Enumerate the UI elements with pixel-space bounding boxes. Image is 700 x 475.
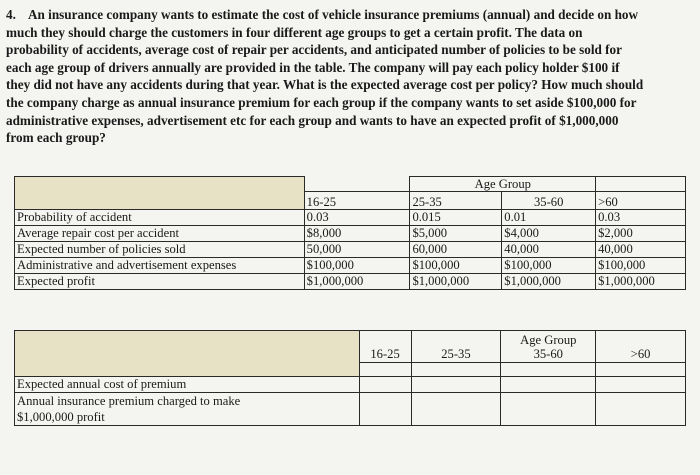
answer-table [14, 330, 686, 426]
input-data-table [14, 176, 686, 290]
question-text [6, 6, 646, 147]
table1-age-over-60: >60 [596, 192, 686, 210]
table2-age-35-60: 35-60 [501, 347, 596, 363]
table2-age-25-35: 25-35 [411, 347, 501, 363]
row-label: Average repair cost per accident [15, 226, 305, 242]
answer-cell[interactable] [359, 363, 411, 377]
question-number: 4. [6, 7, 16, 22]
answer-cell[interactable] [359, 393, 411, 426]
table-cell: 60,000 [410, 242, 502, 258]
row-label: Expected profit [15, 274, 305, 290]
table1-age-25-35: 25-35 [410, 192, 502, 210]
table2-age-16-25: 16-25 [359, 347, 411, 363]
table1-corner [15, 177, 305, 210]
row-label-line2: $1,000,000 profit [17, 410, 105, 424]
answer-cell[interactable] [501, 363, 596, 377]
table-cell: 40,000 [502, 242, 596, 258]
table2-group-header: Age Group [501, 331, 596, 347]
table-cell: $2,000 [596, 226, 686, 242]
answer-cell[interactable] [501, 377, 596, 393]
table1-age-35-60: 35-60 [502, 192, 596, 210]
table-cell: $1,000,000 [596, 274, 686, 290]
row-label: Administrative and advertisement expenses [15, 258, 305, 274]
table-cell: $5,000 [410, 226, 502, 242]
table-cell: 0.015 [410, 210, 502, 226]
answer-cell[interactable] [411, 393, 501, 426]
question-body: An insurance company wants to estimate the cost of vehicle insurance premiums (annual) and decide on how much they should charge the customers in four different age groups to get a certain profit. The data on probability of accidents, average cost of repair per accidents, and anticipated number of policies to be sold for each age group of drivers annually are provided in the table. The company will pay each policy holder $100 if they did not have any accidents during that year. What is the expected average cost per policy? How much should the company charge as annual insurance premium for each group if the company wants to set aside $100,000 for administrative expenses, advertisement etc for each group and wants to have an expected profit of $1,000,000 from each group? [6, 7, 644, 146]
answer-cell[interactable] [596, 393, 686, 426]
answer-cell[interactable] [411, 377, 501, 393]
table-cell: $100,000 [410, 258, 502, 274]
table-cell: $1,000,000 [410, 274, 502, 290]
table2-corner [15, 331, 360, 377]
table-cell: 0.03 [596, 210, 686, 226]
table-cell: $100,000 [596, 258, 686, 274]
table-cell: $100,000 [502, 258, 596, 274]
table-cell: $4,000 [502, 226, 596, 242]
table-cell: $1,000,000 [502, 274, 596, 290]
row-label: Probability of accident [15, 210, 305, 226]
answer-cell[interactable] [501, 393, 596, 426]
table1-age-16-25: 16-25 [304, 192, 410, 210]
table-cell: $8,000 [304, 226, 410, 242]
answer-cell[interactable] [359, 377, 411, 393]
table-cell: $100,000 [304, 258, 410, 274]
answer-cell[interactable] [596, 377, 686, 393]
table-cell: 40,000 [596, 242, 686, 258]
answer-cell[interactable] [411, 363, 501, 377]
answer-cell[interactable] [596, 363, 686, 377]
row-label-line1: Annual insurance premium charged to make [17, 394, 241, 408]
table2-age-over-60: >60 [596, 347, 686, 363]
table-cell: 0.03 [304, 210, 410, 226]
row-label: Expected annual cost of premium [15, 377, 360, 393]
table-cell: 0.01 [502, 210, 596, 226]
table-cell: 50,000 [304, 242, 410, 258]
table-cell: $1,000,000 [304, 274, 410, 290]
row-label [15, 393, 360, 426]
table1-group-header: Age Group [410, 177, 596, 192]
row-label: Expected number of policies sold [15, 242, 305, 258]
